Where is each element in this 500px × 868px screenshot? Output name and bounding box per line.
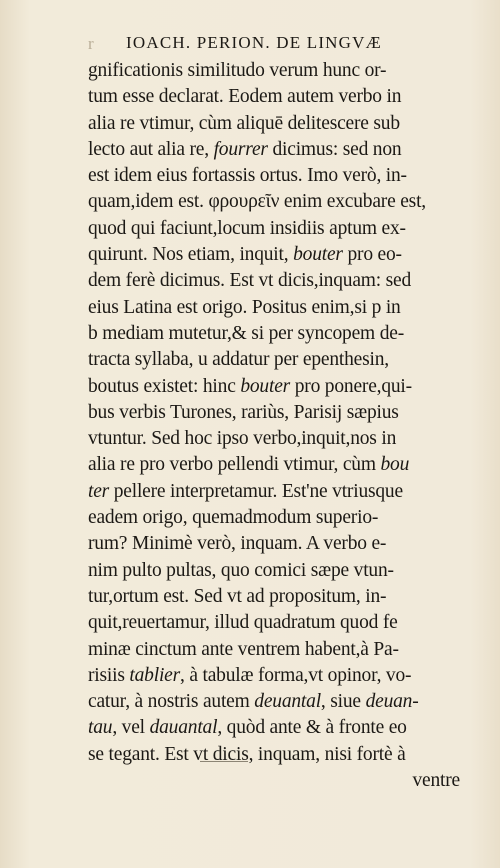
text-line (88, 347, 468, 373)
text-segment: risiis (88, 664, 130, 686)
text-segment: quirunt. Nos etiam, inquit, (88, 244, 294, 266)
italic-text: deuan- (365, 691, 419, 713)
italic-text: ter (88, 480, 110, 502)
text-segment: catur, à nostris autem (88, 691, 255, 713)
body-text (88, 58, 468, 794)
catchword: ventre (412, 770, 460, 792)
text-segment: , quòd ante & à fronte eo (217, 717, 407, 739)
text-line (88, 295, 468, 321)
text-line (88, 610, 468, 636)
text-segment: bus verbis Turones, rariùs, Parisij sæpius (88, 401, 399, 423)
italic-text: bouter (240, 375, 291, 397)
italic-text: tablier (129, 664, 181, 686)
text-line (88, 584, 468, 610)
text-line (88, 637, 468, 663)
text-line (88, 400, 468, 426)
text-line (88, 58, 468, 84)
text-segment: , vel (112, 717, 150, 739)
text-segment: tum esse declarat. Eodem autem verbo in (88, 86, 402, 108)
text-line (88, 111, 468, 137)
text-segment: , à tabulæ forma,vt opinor, vo- (180, 664, 412, 686)
text-segment: boutus existet: hinc (88, 375, 241, 397)
text-segment: vtuntur. Sed hoc ipso verbo,inquit,nos in (88, 428, 397, 450)
text-segment: pro ponere,qui- (290, 375, 412, 397)
text-line (88, 216, 468, 242)
text-segment: est idem eius fortassis ortus. Imo verò, in- (88, 165, 407, 187)
text-segment: quod qui faciunt,locum insidiis aptum ex- (88, 217, 406, 239)
text-line (88, 742, 468, 768)
text-line (88, 558, 468, 584)
text-line (88, 163, 468, 189)
text-segment: gnificationis similitudo verum hunc or- (88, 60, 387, 81)
text-segment: quam,idem est. φρουρεῖν enim excubare est, (88, 191, 426, 213)
text-line (88, 531, 468, 557)
page-header (0, 30, 500, 60)
text-line (88, 505, 468, 531)
text-line (88, 189, 468, 215)
text-line (88, 663, 468, 689)
text-segment: dem ferè dicimus. Est vt dicis,inquam: sed (88, 270, 412, 292)
text-line (88, 452, 468, 478)
italic-text: tau (88, 717, 113, 739)
italic-text: bouter (293, 244, 343, 266)
text-line (88, 268, 468, 294)
text-segment: pellere interpretamur. Est'ne vtriusque (109, 480, 403, 502)
text-segment: lecto aut alia re, (88, 138, 214, 160)
text-segment: b mediam mutetur,& si per syncopem de- (88, 322, 404, 344)
italic-text: deuantal (254, 691, 321, 713)
text-line (88, 426, 468, 452)
text-segment: tur,ortum est. Sed vt ad propositum, in- (88, 585, 387, 607)
text-segment: alia re vtimur, cùm aliquē delitescere sub (88, 112, 400, 134)
italic-text: fourrer (213, 138, 268, 160)
text-segment: nim pulto pultas, quo comici sæpe vtun- (88, 559, 394, 581)
text-line (88, 374, 468, 400)
text-segment: rum? Minimè verò, inquam. A verbo e- (88, 533, 387, 555)
text-segment: alia re pro verbo pellendi vtimur, cùm (88, 454, 381, 476)
text-segment: se tegant. Est vt dicis, inquam, nisi fortè à (88, 743, 406, 765)
text-line (88, 242, 468, 268)
text-segment: eius Latina est origo. Positus enim,si p in (88, 296, 401, 318)
text-line (88, 321, 468, 347)
text-line (88, 479, 468, 505)
text-segment: eadem origo, quemadmodum superio- (88, 507, 379, 529)
decorative-rule (200, 761, 248, 762)
italic-text: bou (380, 454, 410, 476)
running-head: IOACH. PERION. DE LINGVÆ (126, 33, 382, 52)
text-segment: quit,reuertamur, illud quadratum quod fe (88, 612, 398, 634)
text-line (88, 715, 468, 741)
text-segment: dicimus: sed non (267, 138, 402, 160)
text-line (88, 137, 468, 163)
text-segment: pro eo- (342, 244, 402, 266)
folio-mark: r (88, 34, 94, 53)
text-line (88, 689, 468, 715)
text-segment: minæ cinctum ante ventrem habent,à Pa- (88, 638, 399, 660)
italic-text: dauantal (149, 717, 218, 739)
text-segment: tracta syllaba, u addatur per epenthesin, (88, 349, 389, 371)
text-segment: , siue (320, 691, 366, 713)
text-line (88, 84, 468, 110)
